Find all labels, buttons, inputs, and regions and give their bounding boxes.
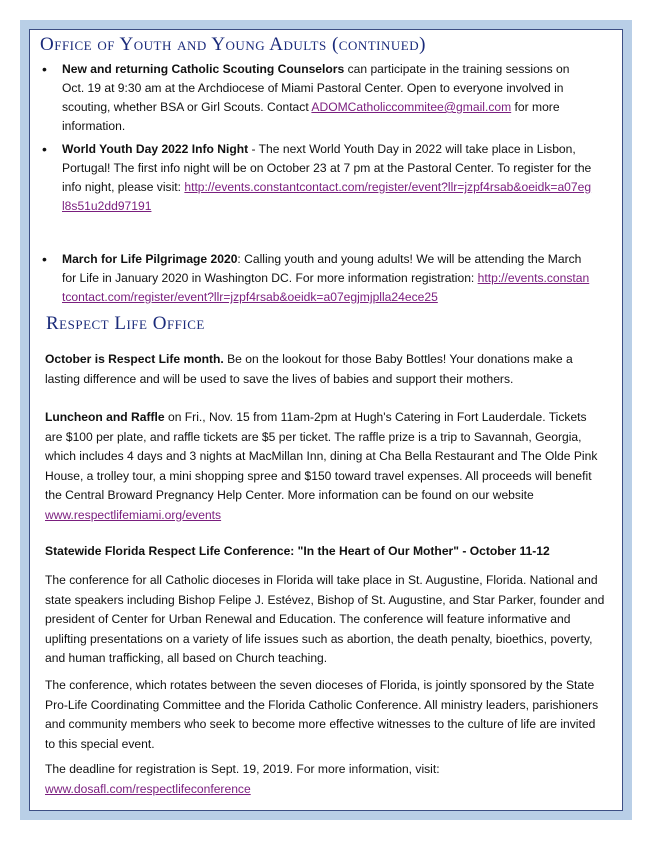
conference-paragraph: The conference for all Catholic dioceses in Florida will take place in St. Augustine, Florida. National and state speakers including Bishop Felipe J. Estévez, Bishop of St. Augustine, and Star Parker, founder and president of Center for Urban Renewal and Education. The conference will feature informative and uplifting presentations on a variety of life issues such as abortion, the death penalty, bioethics, poverty, and human trafficking, all based on Church teaching.: [45, 573, 605, 665]
paragraph-text: on Fri., Nov. 15 from 11am-2pm at Hugh's Catering in Fort Lauderdale. Tickets are $100 per plate, and raffle tickets are $5 per ticket. The raffle prize is a trip to Savannah, Georgia, which includes 4 days and 3 nights at MacMillan Inn, dining at Cha Bella Restaurant and The Olde Pink House, a trolley tour, a mini shopping spree and $150 toward travel expenses. All proceeds will benefit the Central Broward Pregnancy Help Center. More information can be found on our website: [45, 410, 598, 502]
item-text: : Calling youth and young adults! We will be attending the March for Life in January 2020 in Washington DC. For more information registration:: [62, 252, 582, 285]
item-title: World Youth Day 2022 Info Night: [62, 142, 249, 156]
registration-link[interactable]: http://events.constantcontact.com/register/event?llr=jzpf4rsab&oeidk=a07egjmjplla24ece25: [62, 271, 590, 304]
conference-heading: Statewide Florida Respect Life Conference: "In the Heart of Our Mother" - October 11-12: [45, 544, 550, 558]
list-item: [42, 140, 592, 216]
conference-link[interactable]: www.dosafl.com/respectlifeconference: [45, 781, 251, 796]
respect-month-paragraph: [45, 350, 605, 389]
conference-sponsors-paragraph: The conference, which rotates between the seven dioceses of Florida, is jointly sponsored by the State Pro-Life Coordinating Committee and the Florida Catholic Conference. All ministry leaders, parishioners and community members who seek to become more effective witnesses to the culture of life are invited to this special event.: [45, 678, 599, 751]
paragraph-title: Luncheon and Raffle: [45, 410, 165, 424]
item-text-after: for more information.: [62, 100, 560, 133]
deadline-paragraph: [45, 760, 605, 799]
newsletter-page: [29, 29, 623, 811]
website-link[interactable]: www.respectlifemiami.org/events: [45, 507, 222, 522]
list-item: [42, 60, 592, 136]
paragraph-title: October is Respect Life month.: [45, 352, 224, 366]
respect-life-heading: Respect Life Office: [46, 313, 205, 334]
luncheon-paragraph: [45, 408, 605, 525]
item-text: can participate in the training sessions on Oct. 19 at 9:30 am at the Archdiocese of Miami Pastoral Center. Open to everyone involved in scouting, whether BSA or Girl Scouts. Contact: [62, 62, 570, 114]
bullet-icon: •: [42, 61, 47, 77]
item-text: - The next World Youth Day in 2022 will take place in Lisbon, Portugal! The first info night will be on October 23 at 7 pm at the Pastoral Center. To register for the info night, please visit:: [62, 142, 592, 194]
youth-office-heading: Office of Youth and Young Adults (continued): [40, 34, 426, 55]
paragraph-text: The deadline for registration is Sept. 19, 2019. For more information, visit:: [45, 762, 440, 776]
item-title: New and returning Catholic Scouting Counselors: [62, 62, 345, 76]
registration-link[interactable]: http://events.constantcontact.com/register/event?llr=jzpf4rsab&oeidk=a07egl8s51u2dd97191: [62, 180, 592, 213]
bullet-icon: •: [42, 251, 47, 267]
bullet-icon: •: [42, 141, 47, 157]
list-item: [42, 250, 592, 307]
email-link[interactable]: ADOMCatholiccommitee@gmail.com: [311, 100, 512, 114]
paragraph-text: Be on the lookout for those Baby Bottles! Your donations make a lasting difference and will be used to save the lives of babies and support their mothers.: [45, 352, 573, 386]
item-title: March for Life Pilgrimage 2020: [62, 252, 238, 266]
conference-title: [45, 542, 605, 562]
